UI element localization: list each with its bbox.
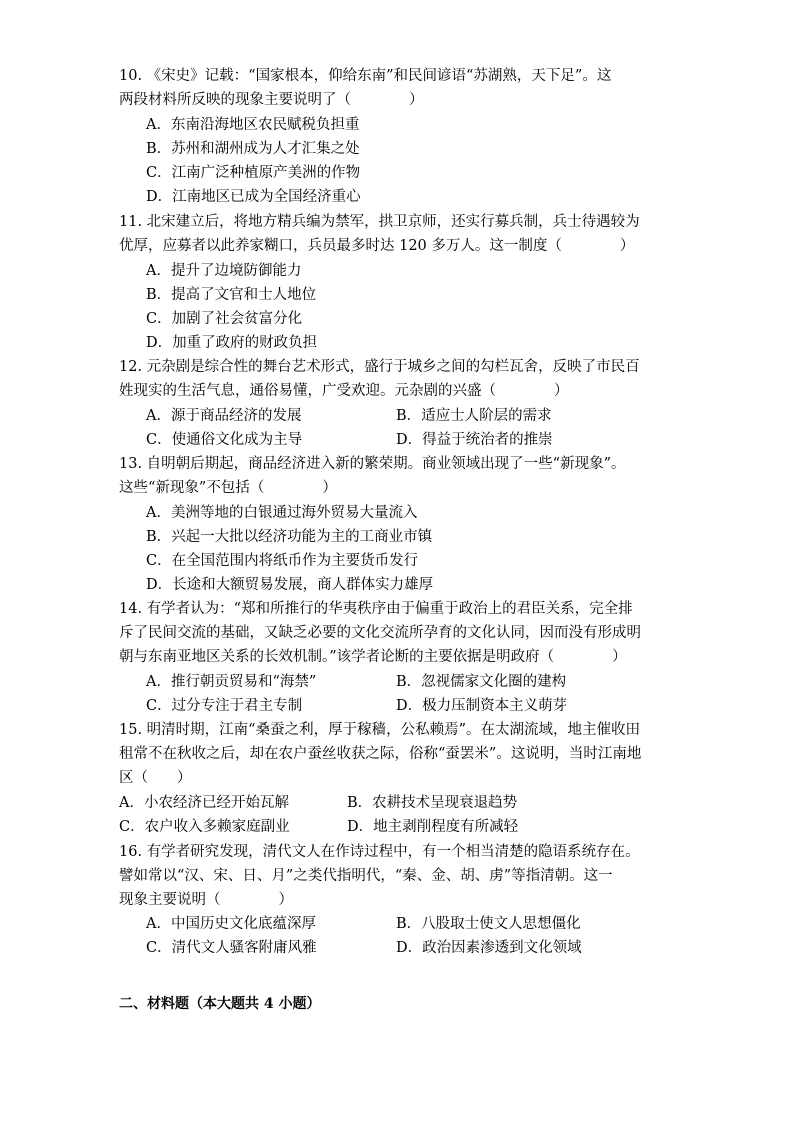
question-15-stem-line-3: 区（ ） (119, 770, 192, 786)
question-13-option-a: A．美洲等地的白银通过海外贸易大量流入 (146, 505, 418, 521)
question-15-stem-line-1: 15. 明清时期，江南“桑蚕之利，厚于稼穑，公私赖焉”。在太湖流域，地主催收田 (119, 722, 640, 738)
question-12-option-a: A．源于商品经济的发展 (146, 408, 302, 424)
question-15-option-d: D．地主剥削程度有所减轻 (347, 819, 519, 835)
question-11-option-d: D．加重了政府的财政负担 (146, 335, 318, 351)
question-16-stem-line-2: 譬如常以“汉、宋、日、月”之类代指明代，“秦、金、胡、虏”等指清朝。这一 (119, 868, 613, 884)
question-12-option-b: B．适应士人阶层的需求 (396, 408, 552, 424)
question-12-stem-line-2: 姓现实的生活气息，通俗易懂，广受欢迎。元杂剧的兴盛（ ） (119, 383, 569, 399)
question-16-stem-line-1: 16. 有学者研究发现，清代文人在作诗过程中，有一个相当清楚的隐语系统存在。 (119, 844, 640, 860)
question-10-option-a: A．东南沿海地区农民赋税负担重 (146, 117, 360, 133)
question-11-option-b: B．提高了文官和士人地位 (146, 287, 317, 303)
question-14-stem-line-2: 斥了民间交流的基础，又缺乏必要的文化交流所孕育的文化认同，因而没有形成明 (119, 625, 641, 641)
question-16-stem-line-3: 现象主要说明（ ） (119, 892, 293, 908)
question-11-stem-line-2: 优厚，应募者以此养家糊口，兵员最多时达 120 多万人。这一制度（ ） (119, 238, 635, 254)
question-13-stem-line-1: 13. 自明朝后期起，商品经济进入新的繁荣期。商业领域出现了一些“新现象”。 (119, 456, 626, 472)
question-10-option-c: C．江南广泛种植原产美洲的作物 (146, 165, 361, 181)
question-10-option-b: B．苏州和湖州成为人才汇集之处 (146, 141, 360, 157)
question-15-option-b: B．农耕技术呈现衰退趋势 (347, 795, 518, 811)
question-15-option-a: A．小农经济已经开始瓦解 (119, 795, 289, 811)
question-13-stem-line-2: 这些“新现象”不包括（ ） (119, 480, 337, 496)
question-10-stem-line-2: 两段材料所反映的现象主要说明了（ ） (119, 92, 424, 108)
question-12-option-d: D．得益于统治者的推崇 (396, 432, 553, 448)
section-2-heading: 二、材料题（本大题共 4 小题） (119, 996, 321, 1012)
question-13-option-c: C．在全国范围内将纸币作为主要货币发行 (146, 553, 419, 569)
question-16-option-d: D．政治因素渗透到文化领域 (396, 940, 582, 956)
question-14-option-c: C．过分专注于君主专制 (146, 698, 303, 714)
question-11-stem-line-1: 11. 北宋建立后，将地方精兵编为禁军，拱卫京师，还实行募兵制，兵士待遇较为 (119, 214, 640, 230)
question-11-option-a: A．提升了边境防御能力 (146, 263, 302, 279)
question-12-stem-line-1: 12. 元杂剧是综合性的舞台艺术形式，盛行于城乡之间的勾栏瓦舍，反映了市民百 (119, 359, 640, 375)
question-14-stem-line-1: 14. 有学者认为：“郑和所推行的华夷秩序由于偏重于政治上的君臣关系，完全排 (119, 601, 633, 617)
question-16-option-b: B．八股取士使文人思想僵化 (396, 916, 581, 932)
question-14-option-b: B．忽视儒家文化圈的建构 (396, 674, 567, 690)
question-13-option-b: B．兴起一大批以经济功能为主的工商业市镇 (146, 529, 433, 545)
question-16-option-c: C．清代文人骚客附庸风雅 (146, 940, 317, 956)
question-10-option-d: D．江南地区已成为全国经济重心 (146, 189, 361, 205)
question-16-option-a: A．中国历史文化底蕴深厚 (146, 916, 316, 932)
question-14-option-d: D．极力压制资本主义萌芽 (396, 698, 568, 714)
question-11-option-c: C．加剧了社会贫富分化 (146, 311, 303, 327)
question-14-stem-line-3: 朝与东南亚地区关系的长效机制。”该学者论断的主要依据是明政府（ ） (119, 649, 627, 665)
question-10-stem-line-1: 10. 《宋史》记载：“国家根本，仰给东南”和民间谚语“苏湖熟，天下足”。这 (119, 68, 612, 84)
question-15-option-c: C．农户收入多赖家庭副业 (119, 819, 290, 835)
question-12-option-c: C．使通俗文化成为主导 (146, 432, 303, 448)
question-14-option-a: A．推行朝贡贸易和“海禁” (146, 674, 317, 690)
question-13-option-d: D．长途和大额贸易发展，商人群体实力雄厚 (146, 577, 434, 593)
question-15-stem-line-2: 租常不在秋收之后，却在农户蚕丝收获之际，俗称“蚕罢米”。这说明，当时江南地 (119, 746, 642, 762)
